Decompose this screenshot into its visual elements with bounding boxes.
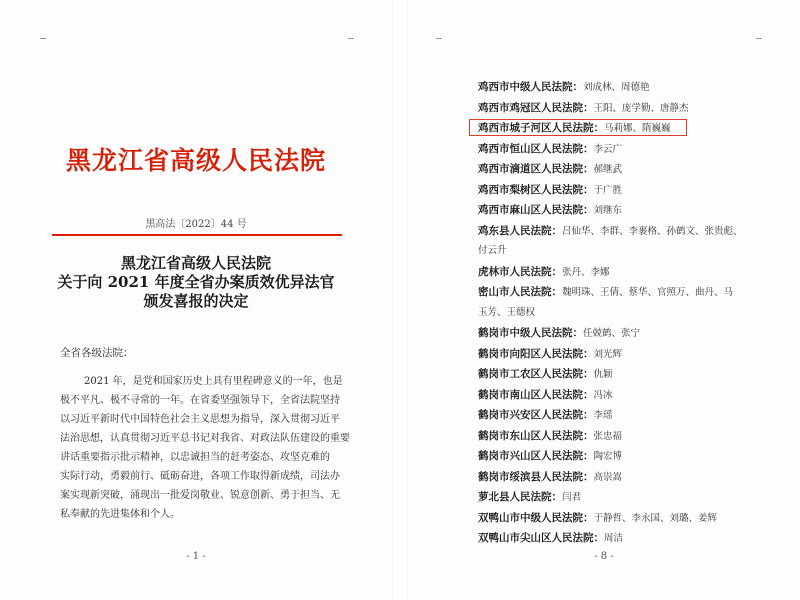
judge-names: 于广胜 (593, 184, 623, 196)
court-name: 密山市人民法院： (478, 286, 562, 298)
judge-names: 仇颖 (593, 369, 613, 380)
court-name: 鹤岗市南山区人民法院： (478, 388, 594, 401)
judge-names: 闫君 (562, 492, 582, 503)
court-name: 鸡西市城子河区人民法院： (478, 122, 604, 134)
judge-names: 陶宏博 (593, 451, 623, 462)
court-letterhead-title: 黑龙江省高级人民法院 (65, 146, 326, 175)
document-page-8 (408, 0, 800, 600)
body-text-line: 私奉献的先进集体和个人。 (60, 509, 180, 520)
list-item (478, 429, 622, 444)
judge-names: 李云广 (593, 143, 623, 155)
list-item (478, 490, 581, 505)
letterhead-red-rule (52, 234, 342, 236)
court-name: 鹤岗市工农区人民法院： (478, 368, 594, 380)
list-item (478, 449, 622, 464)
judge-names: 马莉娜、隋巍巍 (604, 123, 671, 134)
document-page-1 (0, 0, 392, 600)
court-name: 虎林市人民法院： (478, 265, 562, 278)
judge-names: 高崇嵩 (593, 471, 623, 483)
judge-names: 于静哲、李永国、刘璐、姜辉 (593, 512, 718, 524)
court-name: 鸡西市中级人民法院： (478, 81, 583, 93)
court-name: 鹤岗市东山区人民法院： (478, 429, 594, 442)
list-item (478, 183, 622, 198)
scan-mark (756, 38, 762, 39)
list-item (478, 408, 613, 423)
court-name: 双鸭山市尖山区人民法院： (478, 532, 604, 544)
judge-names: 刘光辉 (593, 348, 623, 360)
list-item (478, 101, 689, 116)
decision-title-line: 关于向 2021 年度全省办案质效优异法官 (57, 273, 335, 291)
body-text-line: 2021 年，是党和国家历史上具有里程碑意义的一年，也是 (84, 376, 343, 387)
court-name: 鹤岗市中级人民法院： (478, 327, 583, 339)
scan-mark (348, 38, 354, 39)
list-item (478, 203, 622, 218)
judge-names: 张丹、李娜 (562, 266, 610, 278)
scan-mark (40, 38, 46, 39)
list-item (478, 142, 622, 157)
court-name: 鸡西市麻山区人民法院： (478, 204, 594, 216)
list-item (478, 121, 671, 136)
list-item (478, 285, 733, 300)
body-text-line: 极不平凡、极不寻常的一年。在省委坚强领导下，全省法院坚持 (60, 395, 340, 406)
body-text-line: 案实现新突破，涌现出一批爱岗敬业、锐意创新、勇于担当、无 (60, 490, 340, 501)
document-number: 黑高法〔2022〕44 号 (145, 219, 247, 230)
body-text-line: 讲话重要指示批示精神，以忠诚担当的赶考姿态、攻坚克难的 (60, 452, 330, 463)
judge-names: 郝继武 (593, 164, 623, 175)
body-text-line: 实际行动，勇毅前行、砥砺奋进，各项工作取得新成绩，司法办 (60, 471, 340, 482)
list-item (478, 470, 622, 485)
list-item (478, 265, 610, 280)
court-name: 鸡西市滴道区人民法院： (478, 163, 594, 175)
list-item (478, 367, 613, 382)
list-item (478, 388, 613, 403)
court-name: 鹤岗市兴安区人民法院： (478, 409, 594, 421)
judge-names: 任兢鹤、张宁 (583, 328, 641, 339)
judge-names: 刘继东 (593, 205, 623, 216)
court-name: 鸡西市恒山区人民法院： (478, 142, 594, 155)
salutation: 全省各级法院： (60, 347, 134, 359)
court-name: 鹤岗市绥滨县人民法院： (478, 470, 594, 483)
judge-names-continued: 玉芳、王德权 (478, 306, 536, 318)
judge-names: 吕仙华、李群、李裹格、孙鹤文、张贵彪、 (562, 225, 743, 237)
page-number: - 8 - (594, 551, 614, 562)
decision-title-line: 黑龙江省高级人民法院 (120, 254, 271, 272)
judge-names-continued: 付云升 (478, 245, 507, 256)
court-name: 鸡东县人民法院： (478, 224, 562, 237)
judge-names: 冯冰 (593, 389, 613, 401)
body-text-line: 法治思想，认真贯彻习近平总书记对我省、对政法队伍建设的重要 (60, 433, 350, 444)
judge-names: 周洁 (604, 533, 624, 544)
list-item (478, 347, 622, 362)
list-item (478, 162, 622, 177)
list-item (478, 326, 640, 341)
judge-names: 张忠福 (593, 430, 623, 442)
judge-names: 刘成林、周德艳 (583, 82, 650, 93)
list-item (478, 511, 717, 526)
court-name: 鸡西市鸡冠区人民法院： (478, 101, 594, 114)
list-item (478, 224, 743, 239)
court-name: 双鸭山市中级人民法院： (478, 511, 594, 524)
court-name: 萝北县人民法院： (478, 491, 562, 503)
judge-names: 李瑶 (593, 410, 613, 421)
list-item (478, 80, 650, 95)
judge-names: 魏明珠、王倩、蔡华、官照万、曲丹、马 (562, 287, 734, 298)
decision-title-line: 颁发喜报的决定 (143, 292, 249, 310)
list-item (478, 531, 623, 546)
court-name: 鹤岗市兴山区人民法院： (478, 450, 594, 462)
page-number: - 1 - (186, 551, 206, 562)
judge-names: 王阳、庞学勤、唐静杰 (593, 102, 689, 114)
scan-mark (436, 38, 442, 39)
body-text-line: 以习近平新时代中国特色社会主义思想为指导，深入贯彻习近平 (60, 414, 340, 425)
court-name: 鹤岗市向阳区人民法院： (478, 347, 594, 360)
court-name: 鸡西市梨树区人民法院： (478, 183, 594, 196)
